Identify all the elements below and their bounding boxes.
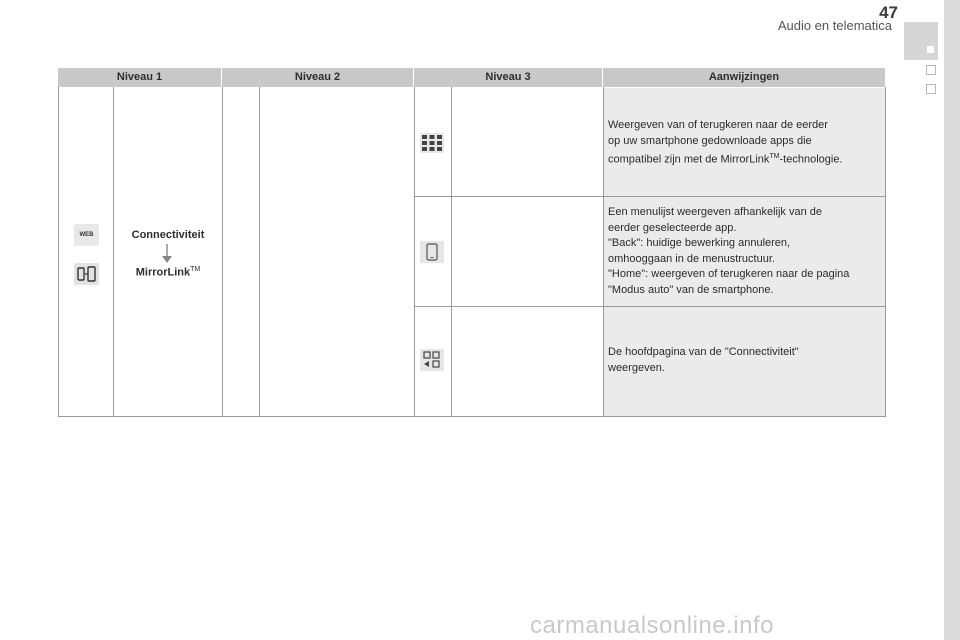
watermark: carmanualsonline.info <box>530 612 774 639</box>
note-row-1: Weergeven van of terugkeren naar de eerder op uw smartphone gedownloade apps die compatibel zijn met de MirrorLink™-technologie. <box>608 119 843 166</box>
connectivity-home-icon <box>420 349 444 371</box>
chapter-tab <box>904 22 938 60</box>
page-edge-bar <box>944 0 960 640</box>
web-icon: WEB <box>74 224 99 246</box>
header-niveau-1: Niveau 1 <box>58 68 222 87</box>
chapter-marker-square <box>926 65 936 75</box>
chapter-marker-square <box>926 84 936 94</box>
header-niveau-3: Niveau 3 <box>414 68 603 87</box>
arrow-down-icon <box>161 244 173 264</box>
level1-connectiviteit: Connectiviteit <box>131 229 205 241</box>
smartphone-icon <box>420 241 444 263</box>
note-row-2: Een menulijst weergeven afhankelijk van de eerder geselecteerde app. "Back": huidige bewerking annuleren, omhooggaan in de menustructuur. "Home": weergeven of terugkeren naar de pagina "Modus auto" van de smartphone. <box>608 206 850 296</box>
level1-mirrorlink: MirrorLink™ <box>135 266 201 279</box>
note-row-3: De hoofdpagina van de "Connectiviteit" weergeven. <box>608 346 799 374</box>
section-title: Audio en telematica <box>777 18 892 33</box>
page-number: 47 <box>879 3 898 22</box>
header-aanwijzingen: Aanwijzingen <box>603 68 885 87</box>
apps-grid-icon <box>420 133 444 153</box>
mirrorlink-icon <box>74 263 99 285</box>
header-niveau-2: Niveau 2 <box>222 68 414 87</box>
